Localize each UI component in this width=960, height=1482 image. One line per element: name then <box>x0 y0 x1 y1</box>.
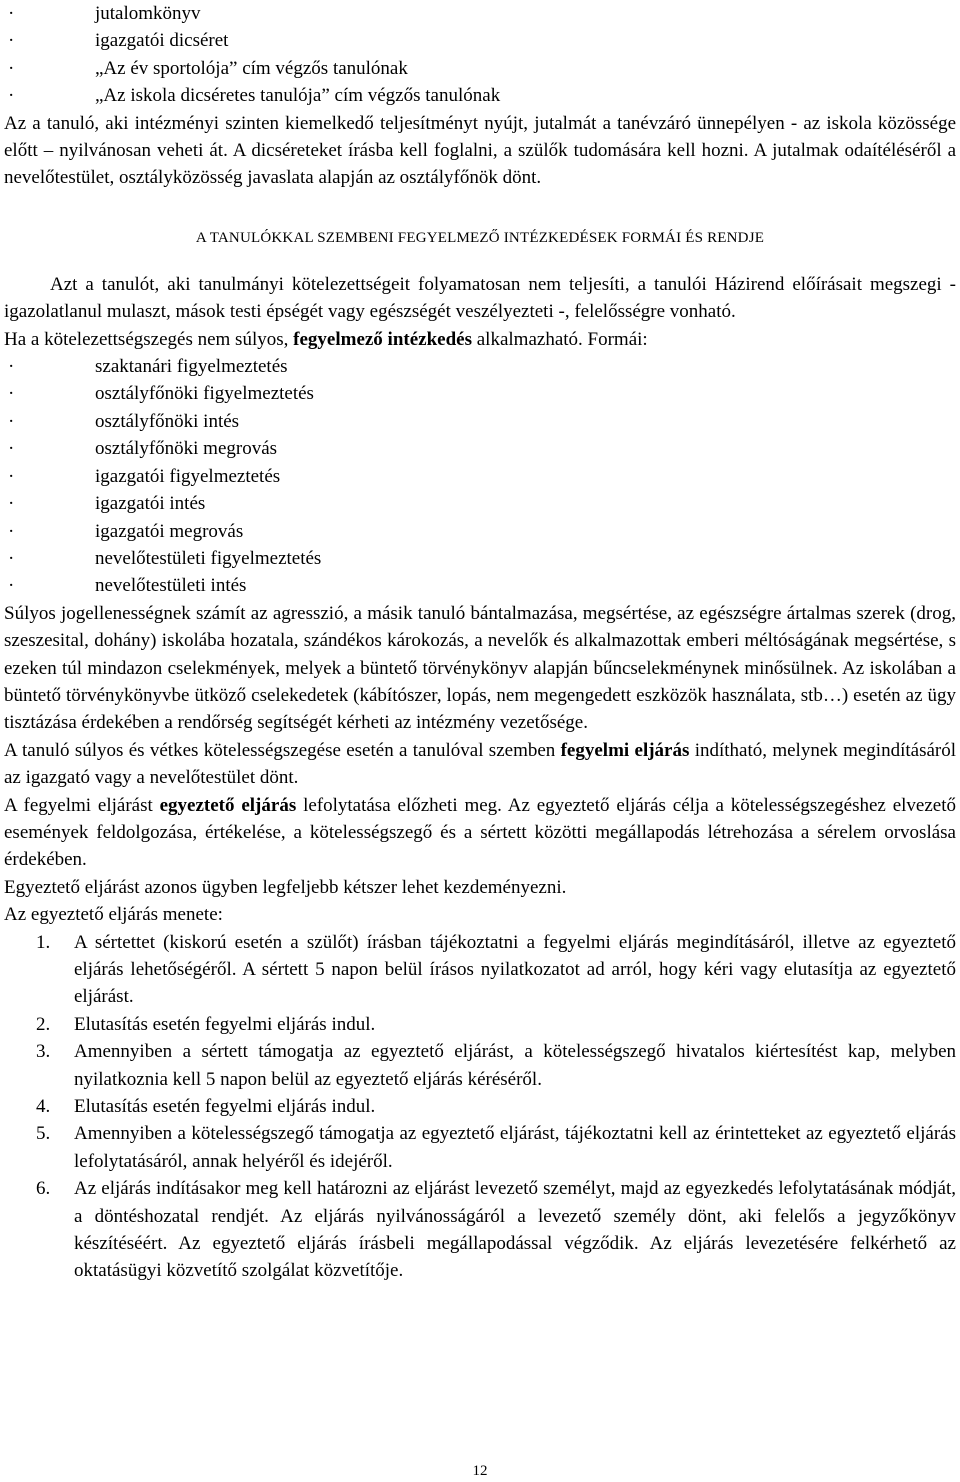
list-item-text: osztályfőnöki megrovás <box>95 438 278 460</box>
list-item-text: igazgatói figyelmeztetés <box>95 465 281 487</box>
list-item-text: osztályfőnöki figyelmeztetés <box>95 383 314 405</box>
bullet-glyph: · <box>8 383 15 405</box>
bullet-glyph: · <box>8 30 15 52</box>
list-item <box>4 490 956 517</box>
list-item <box>4 545 956 572</box>
step-item <box>36 1120 956 1175</box>
list-item <box>4 0 956 27</box>
step-item <box>36 1175 956 1285</box>
bullet-glyph: · <box>8 438 15 460</box>
list-item <box>4 55 956 82</box>
reward-paragraph: Az a tanuló, aki intézményi szinten kiemelkedő teljesítményt nyújt, jutalmát a tanévzáró ünnepélyen - az iskola közössége előtt – nyilvánosan veheti át. A dicséreteket írásba kell foglalni, a szülők tudomására kell hozni. A jutalmak odaítéléséről a nevelőtestület, osztályközösség javaslata alapján az osztályfőnök dönt. <box>4 112 956 189</box>
steps-list <box>36 929 956 1285</box>
list-item <box>4 408 956 435</box>
list-item <box>4 463 956 490</box>
step-text: Elutasítás esetén fegyelmi eljárás indul. <box>74 1096 376 1118</box>
step-text: Amennyiben a kötelességszegő támogatja az egyeztető eljárást, tájékoztatni kell az érintetteket az egyeztető eljárás lefolytatásáról, annak helyéről és idejéről. <box>74 1123 956 1172</box>
step-number: 5. <box>36 1123 51 1145</box>
bullet-dot <box>4 435 34 462</box>
step-number: 1. <box>36 931 51 953</box>
bullet-glyph: · <box>8 575 15 597</box>
bullet-glyph: · <box>8 85 15 107</box>
bullet-glyph: · <box>8 410 15 432</box>
bullet-dot <box>4 463 34 490</box>
bullet-glyph: · <box>8 520 15 542</box>
text-run: Ha a kötelezettségszegés nem súlyos, <box>4 328 294 350</box>
bullet-glyph: · <box>8 356 15 378</box>
list-item <box>4 82 956 109</box>
list-item-text: nevelőtestületi intés <box>95 575 247 597</box>
severe-violation-paragraph: Súlyos jogellenességnek számít az agresszió, a másik tanuló bántalmazása, megsértése, az egészségre ártalmas szerek (drog, szeszesital, dohány) iskolába hozatala, szándékos károkozás, a nevelők és alkalmazottak emberi méltóságának megsértése, s ezeken túl mindazon cselekmények, melyek a büntető törvénykönyv alapján bűncselekménynek minősülnek. Az iskolában a büntető törvénykönyvbe ütköző cselekedetek (kábítószer, lopás, nem megengedett eszközök használata, stb…) esetén az ügy tisztázása érdekében a rendőrség segítségét kérheti az intézmény vezetősége. <box>4 602 956 734</box>
bullet-dot <box>4 55 34 82</box>
step-text: A sértettet (kiskorú esetén a szülőt) írásban tájékoztatni a fegyelmi eljárás megindításáról, illetve az egyeztető eljárás lehetőségéről. A sértett 5 napon belül írásos nyilatkozatot ad arról, hogy kéri vagy elutasítja az egyeztető eljárást. <box>74 931 956 1008</box>
bullet-dot <box>4 572 34 599</box>
bullet-dot <box>4 353 34 380</box>
document-page <box>4 0 956 1285</box>
discipline-list <box>4 353 956 600</box>
conciliation-paragraph <box>4 792 956 874</box>
step-number: 3. <box>36 1041 51 1063</box>
bullet-dot <box>4 82 34 109</box>
intro-paragraph: Azt a tanulót, aki tanulmányi kötelezettségeit folyamatosan nem teljesíti, a tanulói Házirend előírásait megszegi - igazolatlanul mulaszt, mások testi épségét vagy egészségét veszélyezteti -, felelősségre vonható. <box>4 273 956 323</box>
text-run: A tanuló súlyos és vétkes kötelességszegése esetén a tanulóval szemben <box>4 739 561 761</box>
bullet-glyph: · <box>8 547 15 569</box>
bullet-dot <box>4 490 34 517</box>
step-text: Amennyiben a sértett támogatja az egyeztető eljárást, a kötelességszegő hivatalos kiértesítést kap, melyben nyilatkoznia kell 5 napon belül az egyeztető eljárás kéréséről. <box>74 1041 956 1090</box>
list-item-text: igazgatói dicséret <box>95 30 229 52</box>
step-text: Az eljárás indításakor meg kell határozni az eljárást levezető személyt, majd az egyezkedés lefolytatásának módját, a döntéshozatal rendjét. Az eljárás nyilvánosságáról a levezető személy dönt, aki felelős a jegyzőkönyv készítéséért. Az egyeztető eljárás írásbeli megállapodással végződik. Az eljárás levezetésére felkérhető az oktatásügyi közvetítő szolgálat közvetítője. <box>74 1178 956 1282</box>
step-item <box>36 929 956 1011</box>
minor-violation-paragraph <box>4 326 956 353</box>
list-item <box>4 518 956 545</box>
bullet-dot <box>4 27 34 54</box>
step-number: 6. <box>36 1178 51 1200</box>
step-text: Elutasítás esetén fegyelmi eljárás indul. <box>74 1013 376 1035</box>
bullet-glyph: · <box>8 57 15 79</box>
bullet-dot <box>4 518 34 545</box>
list-item-text: „Az iskola dicséretes tanulója” cím végzős tanulónak <box>95 85 501 107</box>
list-item-text: „Az év sportolója” cím végzős tanulónak <box>95 57 408 79</box>
bullet-dot <box>4 408 34 435</box>
list-item <box>4 380 956 407</box>
bullet-glyph: · <box>8 493 15 515</box>
reward-list <box>4 0 956 110</box>
step-number: 2. <box>36 1013 51 1035</box>
bold-term: fegyelmező intézkedés <box>293 328 472 350</box>
bullet-dot <box>4 0 34 27</box>
list-item-text: nevelőtestületi figyelmeztetés <box>95 547 322 569</box>
bullet-dot <box>4 545 34 572</box>
list-item <box>4 435 956 462</box>
section-heading: A TANULÓKKAL SZEMBENI FEGYELMEZŐ INTÉZKEDÉSEK FORMÁI ÉS RENDJE <box>195 229 765 246</box>
text-run: A fegyelmi eljárást <box>4 794 160 816</box>
step-item <box>36 1011 956 1038</box>
page-number: 12 <box>472 1463 488 1479</box>
bullet-dot <box>4 380 34 407</box>
text-run: lefolytatása előzheti meg. Az egyeztető eljárás célja a kötelességszegéshez elvezető események feldolgozása, értékelése, a kötelességszegő és a sértett közötti megállapodás létrehozása a sérelem orvoslása érdekében. <box>4 794 956 871</box>
list-item-text: osztályfőnöki intés <box>95 410 240 432</box>
text-run: alkalmazható. Formái: <box>472 328 648 350</box>
bold-term: egyeztető eljárás <box>159 794 297 816</box>
list-item-text: igazgatói megrovás <box>95 520 244 542</box>
bullet-glyph: · <box>8 465 15 487</box>
step-number: 4. <box>36 1096 51 1118</box>
list-item-text: jutalomkönyv <box>95 3 201 24</box>
disciplinary-procedure-paragraph <box>4 737 956 792</box>
steps-title: Az egyeztető eljárás menete: <box>4 904 223 926</box>
step-item <box>36 1093 956 1120</box>
bold-term: fegyelmi eljárás <box>560 739 690 761</box>
text-run: indítható, melynek megindításáról az igazgató vagy a nevelőtestület dönt. <box>4 739 957 789</box>
list-item-text: igazgatói intés <box>95 493 206 515</box>
step-item <box>36 1038 956 1093</box>
list-item <box>4 572 956 599</box>
list-item <box>4 27 956 54</box>
conciliation-limit-paragraph: Egyeztető eljárást azonos ügyben legfeljebb kétszer lehet kezdeményezni. <box>4 876 567 898</box>
list-item-text: szaktanári figyelmeztetés <box>95 356 288 378</box>
list-item <box>4 353 956 380</box>
bullet-glyph: · <box>8 3 15 24</box>
